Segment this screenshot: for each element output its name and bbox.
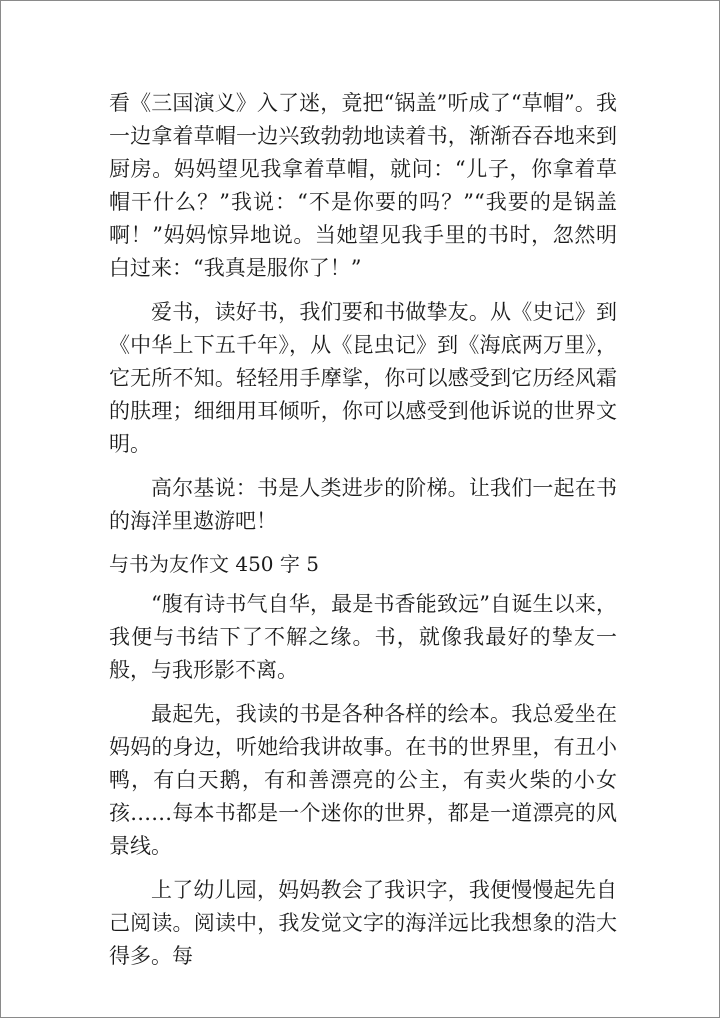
section-paragraph-1: “腹有诗书气自华，最是书香能致远”自诞生以来，我便与书结下了不解之缘。书，就像我最好的挚友一般，与我形影不离。 bbox=[109, 592, 617, 682]
section-paragraph-2: 最起先，我读的书是各种各样的绘本。我总爱坐在妈妈的身边，听她给我讲故事。在书的世界里，有丑小鸭，有白天鹅，有和善漂亮的公主，有卖火柴的小女孩……每本书都是一个迷你的世界，都是一道漂亮的风景线。 bbox=[109, 702, 617, 858]
paragraph-3: 高尔基说：书是人类进步的阶梯。让我们一起在书的海洋里遨游吧！ bbox=[109, 476, 617, 533]
paragraph-2: 爱书，读好书，我们要和书做挚友。从《史记》到《中华上下五千年》，从《昆虫记》到《海底两万里》，它无所不知。轻轻用手摩挲，你可以感受到它历经风霜的肤理；细细用耳倾听，你可以感受到他诉说的世界文明。 bbox=[109, 300, 617, 456]
section-paragraph-3: 上了幼儿园，妈妈教会了我识字，我便慢慢起先自己阅读。阅读中，我发觉文字的海洋远比我想象的浩大得多。每 bbox=[109, 878, 617, 968]
document-body bbox=[109, 87, 617, 984]
section-title: 与书为友作文 450 字 5 bbox=[109, 552, 319, 576]
paragraph-1: 看《三国演义》入了迷，竟把“锅盖”听成了“草帽”。我一边拿着草帽一边兴致勃勃地读着书，渐渐吞吞地来到厨房。妈妈望见我拿着草帽，就问：“儿子，你拿着草帽干什么？”我说：“不是你要的吗？”“我要的是锅盖啊！”妈妈惊异地说。当她望见我手里的书时，忽然明白过来：“我真是服你了！” bbox=[109, 91, 617, 280]
